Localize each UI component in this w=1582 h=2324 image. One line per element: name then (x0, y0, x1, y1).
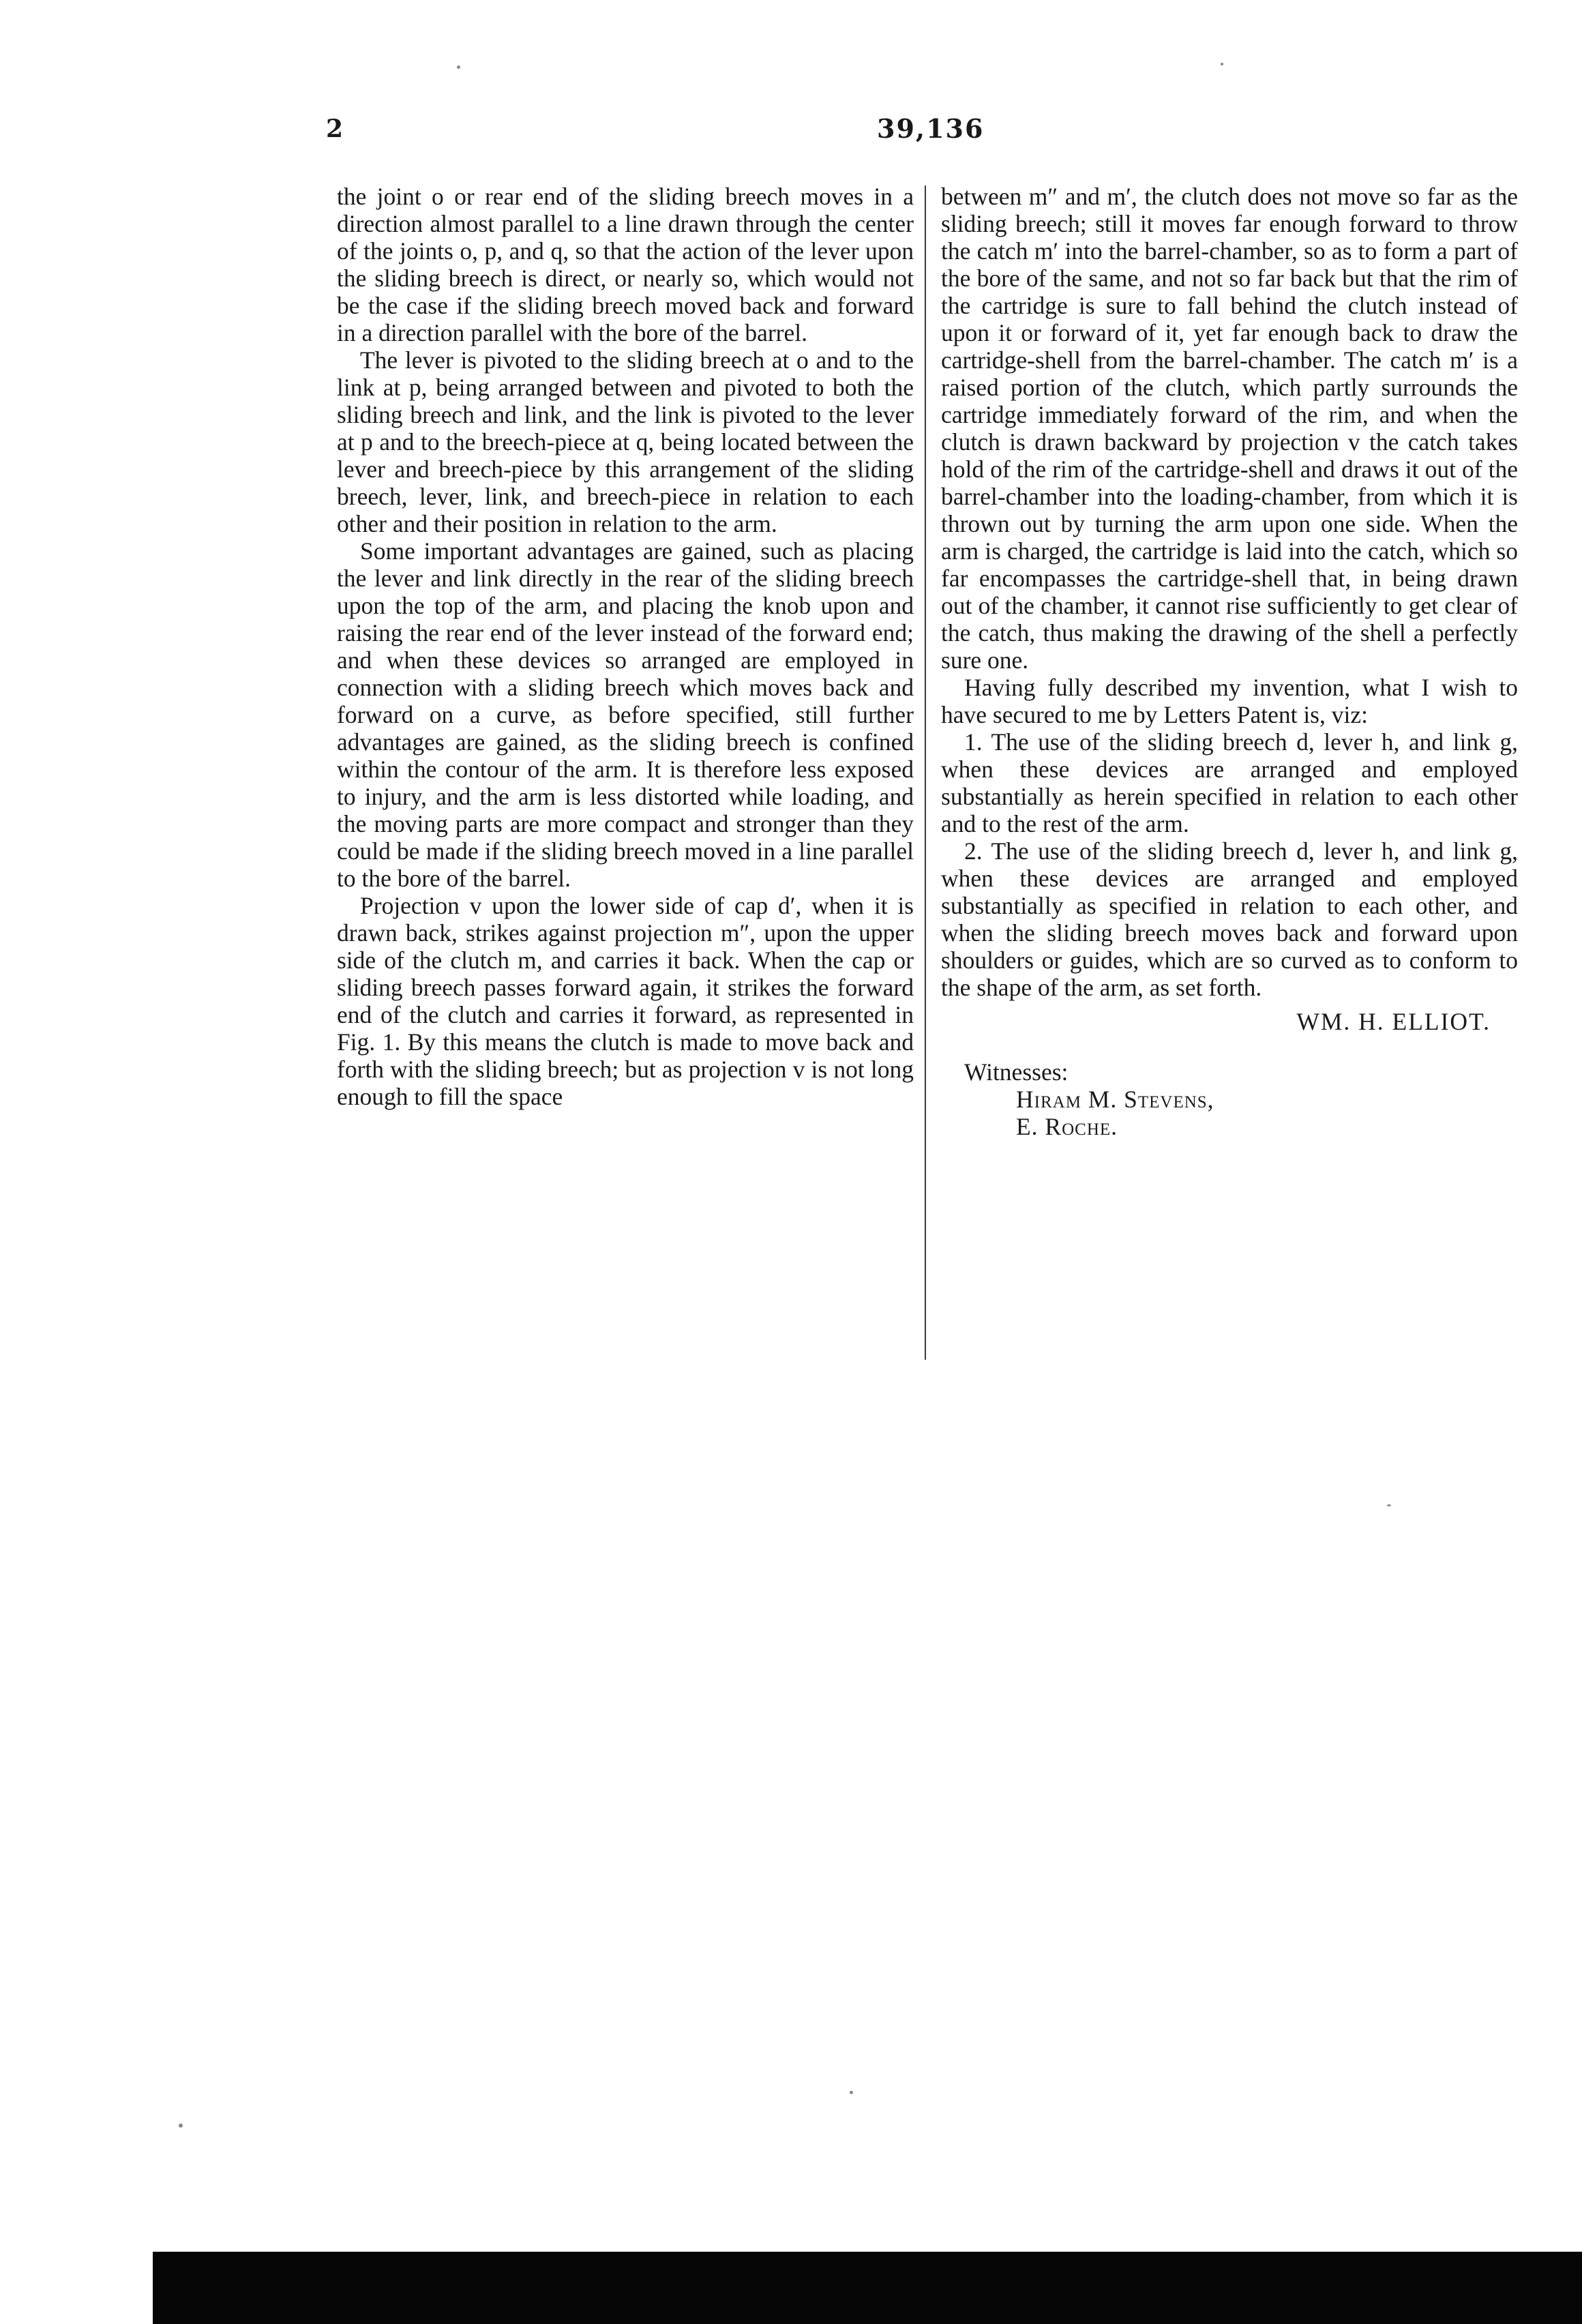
witness-name-1: Hiram M. Stevens, (1016, 1086, 1214, 1113)
patent-number: 39,136 (877, 113, 985, 144)
right-paragraph-1: between m″ and m′, the clutch does not move so far as the sliding breech; still it moves far enough forward to throw the catch m′ into the barrel-chamber, so as to form a part of the bore of the same, and not so far back but that the rim of the cartridge is sure to fall behind the clutch instead of upon it or forward of it, yet far enough back to draw the cartridge-shell from the barrel-chamber. The catch m′ is a raised portion of the clutch, which partly surrounds the cartridge immediately forward of the rim, and when the clutch is drawn backward by projection v the catch takes hold of the rim of the cartridge-shell and draws it out of the barrel-chamber into the loading-chamber, from which it is thrown out by turning the arm upon one side. When the arm is charged, the cartridge is laid into the catch, which so far encompasses the cartridge-shell that, in being drawn out of the chamber, it cannot rise sufficiently to get clear of the catch, thus making the drawing of the shell a perfectly sure one. (941, 183, 1518, 674)
claim-2: 2. The use of the sliding breech d, lever h, and link g, when these devices are arranged and employed substantially as specified in relation to each other, and when the sliding breech moves back and forward upon shoulders or guides, which are so curved as to conform to the shape of the arm, as set forth. (941, 837, 1518, 1001)
scan-speck (1387, 1504, 1391, 1506)
left-paragraph-3: Some important advantages are gained, such as placing the lever and link directly in the rear of the sliding breech upon the top of the arm, and placing the knob upon and raising the rear end of the lever instead of the forward end; and when these devices so arranged are employed in connection with a sliding breech which moves back and forward on a curve, as before specified, still further advantages are gained, as the sliding breech is confined within the contour of the arm. It is therefore less exposed to injury, and the arm is less distorted while loading, and the moving parts are more compact and stronger than they could be made if the sliding breech moved in a line parallel to the bore of the barrel. (337, 537, 914, 892)
scan-speck (457, 65, 460, 69)
left-paragraph-1: the joint o or rear end of the sliding breech moves in a direction almost parallel to a line drawn through the center of the joints o, p, and q, so that the action of the lever upon the sliding breech is direct, or nearly so, which would not be the case if the sliding breech moved back and forward in a direction parallel with the bore of the barrel. (337, 183, 914, 346)
claim-1: 1. The use of the sliding breech d, lever h, and link g, when these devices are arranged and employed substantially as herein specified in relation to each other and to the rest of the arm. (941, 728, 1518, 837)
column-divider (925, 185, 926, 1360)
page-number: 2 (326, 115, 344, 143)
right-text-column (941, 183, 1518, 1140)
left-text-column (337, 183, 914, 1110)
scan-speck (850, 2091, 853, 2094)
witnesses-heading: Witnesses: (964, 1058, 1069, 1086)
left-paragraph-4: Projection v upon the lower side of cap d′, when it is drawn back, strikes against projection m″, upon the upper side of the clutch m, and carries it back. When the cap or sliding breech passes forward again, it strikes the forward end of the clutch and carries it forward, as represented in Fig. 1. By this means the clutch is made to move back and forth with the sliding breech; but as projection v is not long enough to fill the space (337, 892, 914, 1110)
scan-bottom-border (153, 2252, 1582, 2324)
scan-speck (179, 2124, 183, 2128)
witness-name-2: E. Roche. (1016, 1113, 1118, 1140)
left-paragraph-2: The lever is pivoted to the sliding breech at o and to the link at p, being arranged between and pivoted to both the sliding breech and link, and the link is pivoted to the lever at p and to the breech-piece at q, being located between the lever and breech-piece by this arrangement of the sliding breech, lever, link, and breech-piece in relation to each other and their position in relation to the arm. (337, 346, 914, 537)
scan-speck (1221, 63, 1223, 65)
claims-intro: Having fully described my invention, what I wish to have secured to me by Letters Patent is, viz: (941, 674, 1518, 728)
inventor-signature: WM. H. ELLIOT. (1296, 1008, 1491, 1035)
